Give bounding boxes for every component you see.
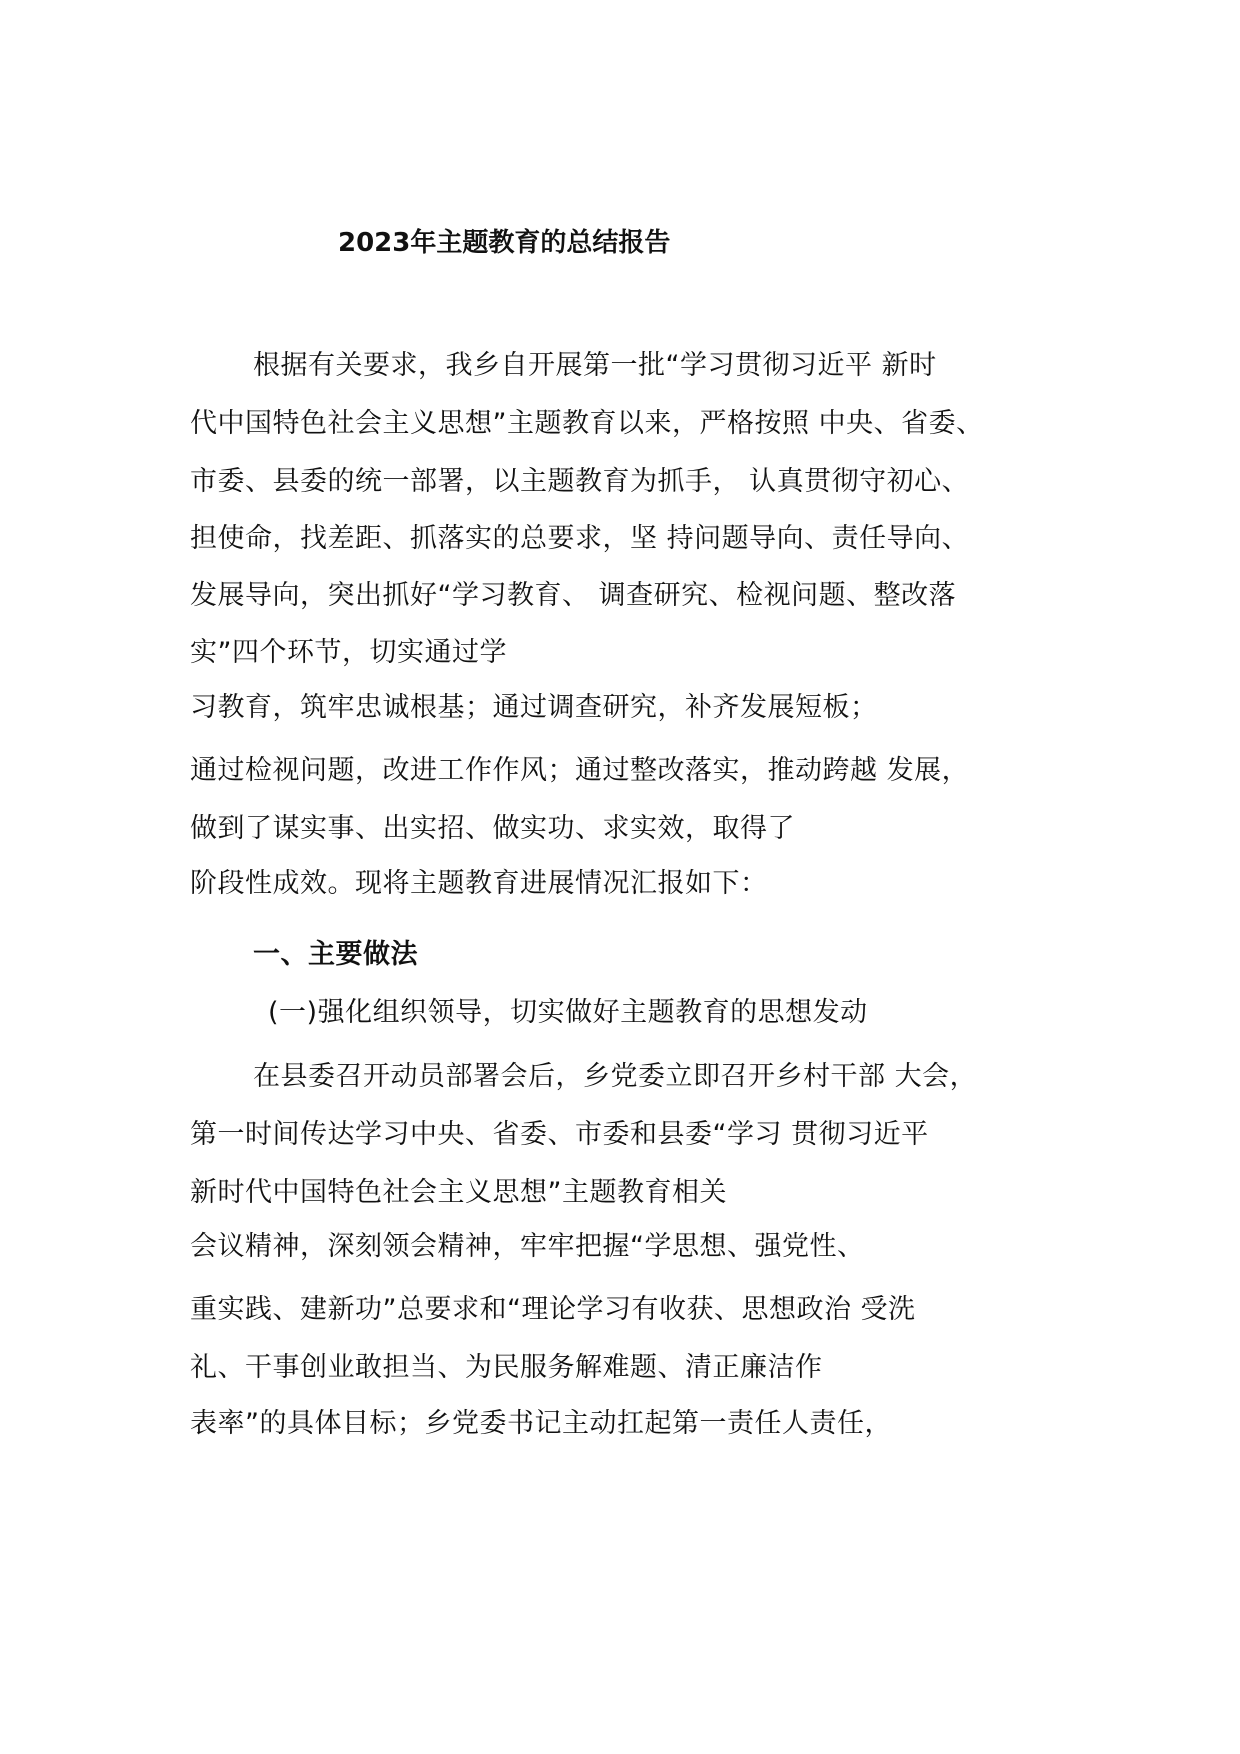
paragraph-line: 在县委召开动员部署会后，乡党委立即召开乡村干部 大会， (253, 1061, 978, 1092)
paragraph-line: 实”四个环节，切实通过学 (190, 637, 507, 668)
document-title: 2023年主题教育的总结报告 (338, 228, 671, 258)
paragraph-line: 根据有关要求，我乡自开展第一批“学习贯彻习近平 新时 (253, 350, 937, 381)
paragraph-line: 习教育，筑牢忠诚根基；通过调查研究，补齐发展短板； (190, 692, 878, 723)
paragraph-line: 会议精神，深刻领会精神，牢牢把握“学思想、强党性、 (190, 1231, 865, 1262)
paragraph-line: 礼、干事创业敢担当、为民服务解难题、清正廉洁作 (190, 1352, 823, 1383)
paragraph-line: 第一时间传达学习中央、省委、市委和县委“学习 贯彻习近平 (190, 1119, 929, 1150)
subsection-heading: (一)强化组织领导，切实做好主题教育的思想发动 (268, 997, 868, 1028)
paragraph-line: 担使命，找差距、抓落实的总要求，坚 持问题导向、责任导向、 (190, 523, 970, 554)
paragraph-line: 发展导向，突出抓好“学习教育、 调查研究、检视问题、整改落 (190, 580, 957, 611)
paragraph-line: 通过检视问题，改进工作作风；通过整改落实，推动跨越 发展， (190, 755, 970, 786)
paragraph-line: 阶段性成效。现将主题教育进展情况汇报如下： (190, 868, 768, 899)
paragraph-line: 重实践、建新功”总要求和“理论学习有收获、思想政治 受洗 (190, 1294, 916, 1325)
paragraph-line: 代中国特色社会主义思想”主题教育以来，严格按照 中央、省委、 (190, 408, 984, 439)
paragraph-line: 市委、县委的统一部署，以主题教育为抓手， 认真贯彻守初心、 (190, 466, 970, 497)
section-heading: 一、主要做法 (253, 939, 418, 970)
paragraph-line: 表率”的具体目标；乡党委书记主动扛起第一责任人责任， (190, 1408, 892, 1439)
paragraph-line: 做到了谋实事、出实招、做实功、求实效，取得了 (190, 813, 795, 844)
paragraph-line: 新时代中国特色社会主义思想”主题教育相关 (190, 1177, 727, 1208)
